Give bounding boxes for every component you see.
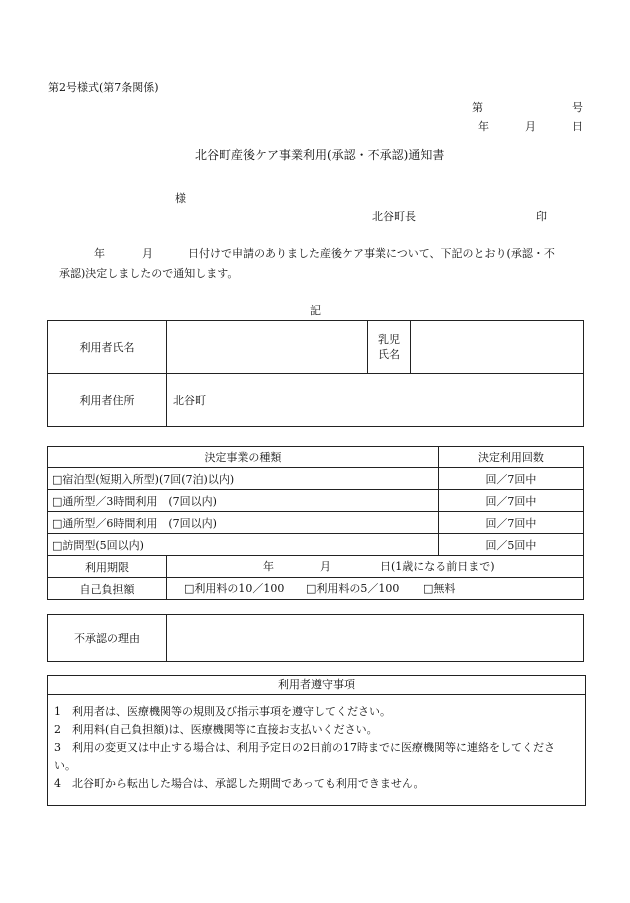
copay-option-5: □利用料の5／100	[306, 581, 400, 595]
period-year: 年	[263, 559, 274, 573]
doc-number-go: 号	[572, 101, 583, 114]
note-item: い。	[54, 759, 76, 772]
form-number: 第2号様式(第7条関係)	[48, 81, 159, 94]
body-line1: 日付けで申請のありました産後ケア事業について、下記のとおり(承認・不	[188, 247, 555, 260]
service-count-row: 回／7回中	[438, 512, 583, 534]
note-item: 4 北谷町から転出した場合は、承認した期間であっても利用できません。	[54, 777, 425, 790]
user-address-value: 北谷町	[167, 374, 584, 427]
user-address-label: 利用者住所	[48, 374, 167, 427]
reject-reason-label: 不承認の理由	[48, 615, 167, 662]
period-month: 月	[320, 559, 331, 573]
period-label: 利用期限	[48, 556, 167, 578]
notes-box	[47, 675, 586, 806]
copay-option-10: □利用料の10／100	[184, 581, 285, 595]
note-item: 2 利用料(自己負担額)は、医療機関等に直接お支払いください。	[54, 723, 378, 736]
recipient-sama: 様	[175, 192, 186, 205]
copay-options	[167, 578, 584, 600]
service-count-row: 回／5回中	[438, 534, 583, 556]
infant-name-label: 乳児 氏名	[368, 321, 411, 374]
body-line2: 承認)決定しましたので通知します。	[59, 267, 239, 280]
user-name-value	[167, 321, 368, 374]
service-count-header: 決定利用回数	[438, 447, 583, 468]
service-table	[47, 446, 584, 600]
reject-table	[47, 614, 584, 662]
service-count-row: 回／7回中	[438, 490, 583, 512]
service-type-header: 決定事業の種類	[48, 447, 439, 468]
service-count-row: 回／7回中	[438, 468, 583, 490]
note-item: 1 利用者は、医療機関等の規則及び指示事項を遵守してください。	[54, 705, 391, 718]
ki-heading: 記	[310, 304, 321, 317]
period-value	[167, 556, 584, 578]
service-type-row: □通所型／3時間利用 (7回以内)	[48, 490, 439, 512]
service-type-row: □通所型／6時間利用 (7回以内)	[48, 512, 439, 534]
seal-mark: 印	[536, 210, 547, 223]
user-info-table	[47, 320, 584, 427]
date-year: 年	[478, 120, 489, 133]
date-month: 月	[525, 120, 536, 133]
user-name-label: 利用者氏名	[48, 321, 167, 374]
date-day: 日	[572, 120, 583, 133]
notes-heading: 利用者遵守事項	[48, 676, 585, 695]
service-type-row: □訪問型(5回以内)	[48, 534, 439, 556]
body-year: 年	[94, 247, 105, 260]
note-item: 3 利用の変更又は中止する場合は、利用予定日の2日前の17時までに医療機関等に連絡をしてくださ	[54, 741, 555, 754]
period-day: 日(1歳になる前日まで)	[380, 559, 495, 573]
reject-reason-value	[167, 615, 584, 662]
doc-number-dai: 第	[472, 101, 483, 114]
infant-name-value	[411, 321, 584, 374]
copay-label: 自己負担額	[48, 578, 167, 600]
document-title: 北谷町産後ケア事業利用(承認・不承認)通知書	[195, 148, 445, 162]
copay-option-free: □無料	[423, 581, 456, 595]
service-type-row: □宿泊型(短期入所型)(7回(7泊)以内)	[48, 468, 439, 490]
issuer: 北谷町長	[372, 210, 416, 223]
body-month: 月	[142, 247, 153, 260]
